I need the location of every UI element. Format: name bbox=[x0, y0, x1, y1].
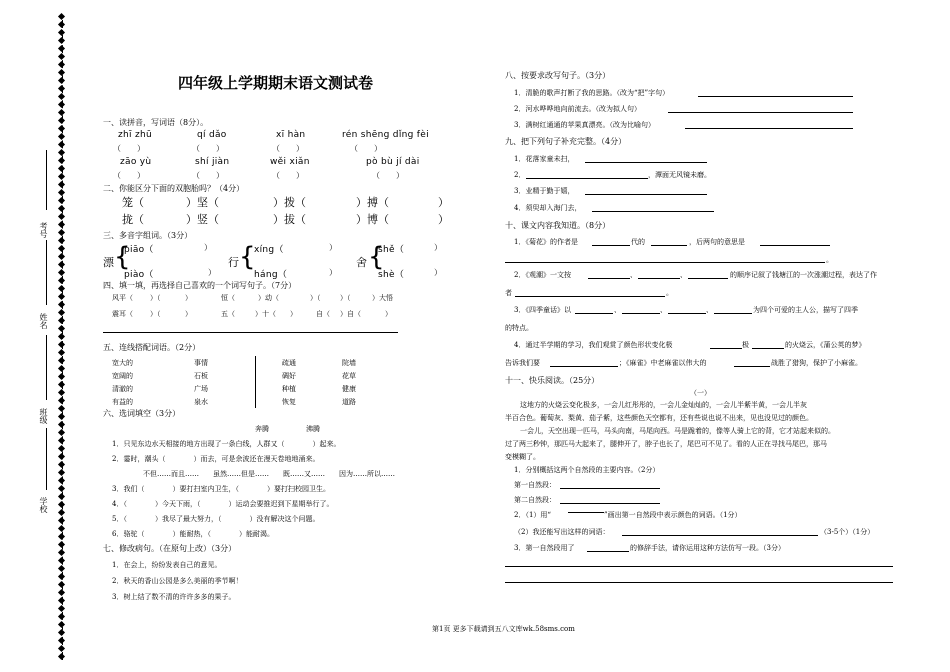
answer-blank[interactable]: （ ） bbox=[372, 171, 404, 180]
question: 3．树上结了数不清的许许多多的果子。 bbox=[112, 593, 236, 601]
pinyin: wěi xiǎn bbox=[270, 157, 310, 167]
question: ；《麻雀》中老麻雀以伟大的 bbox=[619, 359, 707, 367]
kaohao-label: 考号 bbox=[39, 222, 48, 238]
s9-heading: 九、把下列句子补充完整。（4分） bbox=[505, 137, 627, 146]
idiom-fill: ）（ bbox=[150, 310, 161, 318]
idiom-fill: ） bbox=[185, 310, 192, 318]
question: 的修辞手法，请你运用这种方法仿写一段。（3分） bbox=[630, 544, 785, 552]
brace-icon: { bbox=[239, 242, 256, 272]
twin-char: ）搏（ bbox=[356, 196, 389, 209]
answer-blank[interactable]: （ ） bbox=[113, 144, 145, 153]
twin-char: ） bbox=[438, 213, 449, 226]
reading-paragraph: 这地方的火烧云变化极多，一会儿红彤彤的，一会儿金灿灿的，一会儿半紫半黄，一会儿半灰 bbox=[520, 401, 807, 409]
idiom-fill: ） bbox=[290, 310, 297, 318]
answer-line[interactable] bbox=[734, 366, 770, 367]
question: 3．业精于勤于嬉， bbox=[514, 187, 575, 195]
answer-line[interactable] bbox=[685, 128, 853, 129]
question: 2．河水哗哗地向前流去。（改为拟人句） bbox=[514, 105, 641, 113]
question: 3．满树红通通的苹果真漂亮。（改为比喻句） bbox=[514, 121, 655, 129]
question: （2）我还能写出这样的词语： bbox=[514, 528, 610, 536]
answer-line[interactable] bbox=[592, 245, 630, 246]
binding-diamond-icon bbox=[58, 13, 65, 20]
answer-line[interactable] bbox=[592, 211, 714, 212]
idiom-fill: ）（ bbox=[150, 294, 161, 302]
reading-paragraph: 半百合色。葡萄灰、梨黄、茄子紫，这些颜色天空都有，还有些说也说不出来，见也没见过的颜色。 bbox=[505, 414, 813, 422]
pinyin: shí jiàn bbox=[195, 157, 230, 167]
twin-char: ）竖（ bbox=[186, 213, 219, 226]
match-word[interactable]: 事情 bbox=[194, 359, 208, 367]
polyphone-char: 行 bbox=[228, 256, 239, 269]
question: 2．霎时，潮头（ ）而去，可是余波还在漫天卷地地涌来。 bbox=[112, 455, 320, 463]
match-word[interactable]: 宽大的 bbox=[112, 359, 133, 367]
question: 第一自然段： bbox=[514, 481, 556, 489]
question: （3-5个）（1分） bbox=[820, 528, 875, 536]
question: 者 bbox=[505, 289, 512, 297]
match-word[interactable]: 健康 bbox=[342, 385, 356, 393]
question: 3．《四季童话》以 bbox=[514, 306, 571, 314]
question: ，后两句的意思是 bbox=[689, 238, 745, 246]
polyphone-reading: shè（ bbox=[378, 270, 405, 280]
answer-blank[interactable]: （ ） bbox=[192, 171, 224, 180]
question: 、 bbox=[680, 271, 687, 279]
question: 3．我们（ ）要打扫室内卫生，（ ）要打扫校园卫生。 bbox=[112, 485, 330, 493]
s6-heading: 六、选词填空（3分） bbox=[103, 409, 181, 418]
twin-char: 拢（ bbox=[122, 213, 144, 226]
s11-heading: 十一、快乐阅读。（25分） bbox=[505, 376, 600, 385]
s8-heading: 八、按要求改写句子。（3分） bbox=[505, 71, 611, 80]
reading-paragraph: 过了两三秒钟，那匹马大起来了，腿伸开了，脖子也长了，尾巴可不见了。看的人正在寻找马尾巴，那马 bbox=[505, 440, 827, 448]
question: 2．《观潮》一文按 bbox=[514, 271, 571, 279]
reading-paragraph: 变模糊了。 bbox=[505, 453, 540, 461]
reading-paragraph: 一会儿，天空出现一匹马，马头向南，马尾向西。马是跪着的，像等人骑上它的背，它才站起来似的。 bbox=[520, 427, 835, 435]
idiom-fill: ）大悟 bbox=[372, 294, 393, 302]
answer-line[interactable] bbox=[668, 112, 853, 113]
paren-close: ） bbox=[329, 243, 337, 252]
pinyin: zāo yù bbox=[120, 157, 152, 167]
match-word[interactable]: 泉水 bbox=[194, 398, 208, 406]
twin-char: ）坚（ bbox=[186, 196, 219, 209]
question: 2．秋天的香山公园是多么美丽的季节啊！ bbox=[112, 577, 243, 585]
match-word[interactable]: 宽阔的 bbox=[112, 372, 133, 380]
match-word[interactable]: 道路 bbox=[342, 398, 356, 406]
match-word[interactable]: 有益的 bbox=[112, 398, 133, 406]
question: 2． bbox=[514, 171, 526, 179]
polyphone-reading: shě（ bbox=[378, 245, 405, 255]
pinyin: rén shēng dǐng fèi bbox=[342, 130, 429, 140]
answer-blank[interactable]: （ ） bbox=[192, 144, 224, 153]
s4-heading: 四、填一填，再选择自己喜欢的一个词写句子。（7分） bbox=[103, 281, 297, 290]
answer-line[interactable] bbox=[668, 313, 706, 314]
answer-blank[interactable]: （ ） bbox=[272, 171, 304, 180]
answer-line[interactable] bbox=[526, 178, 648, 179]
answer-line[interactable] bbox=[688, 278, 728, 279]
answer-line[interactable] bbox=[515, 296, 665, 297]
xingming-label: 姓名 bbox=[39, 313, 48, 329]
question: 1．只见东边水天相接的地方出现了一条白线，人群又（ ）起来。 bbox=[112, 440, 341, 448]
banji-label: 班级 bbox=[39, 408, 48, 424]
question: 极 bbox=[742, 341, 749, 349]
pinyin: zhī zhū bbox=[118, 130, 153, 140]
match-word[interactable]: 院墙 bbox=[342, 359, 356, 367]
question: 、 bbox=[660, 306, 667, 314]
question: 1．《菊花》的作者是 bbox=[514, 238, 578, 246]
s2-heading: 二、你能区分下面的双胞胎吗？（4分） bbox=[103, 184, 245, 193]
question: 6．骆驼（ ）能耐热，（ ）能耐渴。 bbox=[112, 530, 274, 538]
paren-close: ） bbox=[204, 243, 212, 252]
answer-line[interactable] bbox=[752, 348, 784, 349]
idiom-fill: ）动（ bbox=[258, 294, 279, 302]
answer-line[interactable] bbox=[622, 535, 818, 536]
pinyin: xī hàn bbox=[276, 130, 306, 140]
idiom-fill: ） bbox=[185, 294, 192, 302]
idiom-fill: ）（ bbox=[310, 294, 321, 302]
question: 的顺序记叙了钱塘江的一次涨潮过程，表达了作 bbox=[730, 271, 877, 279]
answer-line[interactable] bbox=[714, 313, 752, 314]
page-title: 四年级上学期期末语文测试卷 bbox=[178, 74, 374, 92]
question: 4．（ ）今天下雨，（ ）运动会要推迟到下星期举行了。 bbox=[112, 500, 334, 508]
answer-line[interactable] bbox=[505, 582, 893, 583]
match-word[interactable]: 碉好 bbox=[282, 372, 296, 380]
twin-char: ）拔（ bbox=[273, 213, 306, 226]
s3-heading: 三、多音字组词。（3分） bbox=[103, 231, 193, 240]
idiom-fill: ） bbox=[385, 310, 392, 318]
s1-heading: 一、读拼音，写词语（8分）。 bbox=[103, 118, 209, 127]
polyphone-reading: xíng（ bbox=[254, 245, 284, 255]
idiom-fill: 恒（ bbox=[221, 294, 235, 302]
s5-heading: 五、连线搭配词语。（2分） bbox=[103, 343, 201, 352]
question: 的特点。 bbox=[505, 324, 533, 332]
question: 的火烧云，《蒲公英的梦》 bbox=[785, 341, 866, 349]
answer-line[interactable] bbox=[710, 348, 742, 349]
question: 2．（1）用“ bbox=[514, 511, 551, 519]
question: 1．分别概括这两个自然段的主要内容。（2分） bbox=[514, 466, 660, 474]
punctuation: 。 bbox=[666, 289, 673, 297]
answer-line[interactable] bbox=[698, 96, 853, 97]
answer-line[interactable] bbox=[550, 366, 618, 367]
page-footer: 第1页 更多下载请到五八文库wk.58sms.com bbox=[432, 625, 575, 633]
match-word[interactable]: 种植 bbox=[282, 385, 296, 393]
idiom-fill: ）十（ bbox=[255, 310, 276, 318]
answer-line[interactable] bbox=[575, 313, 613, 314]
idiom-fill: 五（ bbox=[221, 310, 235, 318]
answer-line[interactable] bbox=[638, 278, 680, 279]
idiom-fill: ）自（ bbox=[340, 310, 361, 318]
polyphone-char: 漂 bbox=[103, 256, 114, 269]
divider bbox=[255, 356, 256, 408]
wavy-line-sample bbox=[568, 512, 604, 513]
answer-line[interactable] bbox=[585, 194, 707, 195]
part-label: （一） bbox=[690, 389, 711, 397]
question: 1．清脆的歌声打断了我的思路。（改为“把”字句） bbox=[514, 89, 670, 97]
paren-close: ） bbox=[434, 243, 442, 252]
question: 1．在会上，纷纷发表自己的意见。 bbox=[112, 561, 222, 569]
question: 4．通过半学期的学习，我们观赏了颜色形状变化极 bbox=[514, 341, 673, 349]
twin-char: 笼（ bbox=[122, 196, 144, 209]
answer-line[interactable] bbox=[505, 262, 825, 263]
idiom-fill: 风平（ bbox=[112, 294, 133, 302]
connector-choices: 不但……而且…… 虽然……但是…… 既……又…… 因为……所以…… bbox=[143, 470, 395, 478]
word-choice: 沸腾 bbox=[306, 425, 320, 433]
match-word[interactable]: 石板 bbox=[194, 372, 208, 380]
answer-line[interactable] bbox=[560, 503, 660, 504]
question: 5．（ ）我尽了最大努力，（ ）没有解决这个问题。 bbox=[112, 515, 320, 523]
question: 1．花落家童未扫， bbox=[514, 155, 575, 163]
question: 代的 bbox=[631, 238, 645, 246]
match-word[interactable]: 广场 bbox=[194, 385, 208, 393]
match-word[interactable]: 疏通 bbox=[282, 359, 296, 367]
answer-blank[interactable]: （ ） bbox=[272, 144, 304, 153]
paren-close: ） bbox=[434, 268, 442, 277]
question: ，潭面无风镜未磨。 bbox=[648, 171, 711, 179]
question: 战胜了猎狗，保护了小麻雀。 bbox=[771, 359, 862, 367]
punctuation: 。 bbox=[826, 256, 833, 264]
question: ”画出第一自然段中表示颜色的词语。（1分） bbox=[604, 511, 742, 519]
answer-line[interactable] bbox=[505, 566, 893, 567]
question: 、 bbox=[614, 306, 621, 314]
answer-line[interactable] bbox=[651, 245, 687, 246]
paren-close: ） bbox=[208, 268, 216, 277]
brace-icon: { bbox=[368, 242, 385, 272]
answer-line[interactable] bbox=[587, 551, 629, 552]
word-choice: 奔腾 bbox=[255, 425, 269, 433]
match-word[interactable]: 恢复 bbox=[282, 398, 296, 406]
answer-line[interactable] bbox=[585, 162, 707, 163]
polyphone-char: 舍 bbox=[356, 256, 367, 269]
polyphone-reading: háng（ bbox=[254, 270, 288, 280]
paren-close: ） bbox=[329, 268, 337, 277]
question: 第二自然段： bbox=[514, 496, 556, 504]
s10-heading: 十、课文内容我知道。（8分） bbox=[505, 221, 611, 230]
answer-blank[interactable]: （ ） bbox=[113, 171, 145, 180]
polyphone-reading: piào（ bbox=[124, 270, 154, 280]
question: 3．第一自然段用了 bbox=[514, 544, 575, 552]
question: 为四个可爱的主人公，描写了四季 bbox=[753, 306, 858, 314]
idiom-fill: 自（ bbox=[316, 310, 330, 318]
brace-icon: { bbox=[114, 242, 131, 272]
twin-char: ） bbox=[438, 196, 449, 209]
pinyin: qí dǎo bbox=[197, 130, 227, 140]
idiom-fill: ）（ bbox=[340, 294, 351, 302]
answer-line[interactable] bbox=[760, 245, 830, 246]
answer-line[interactable] bbox=[588, 278, 630, 279]
question: 4．须臾却入海门去， bbox=[514, 204, 582, 212]
xuexiao-label: 学校 bbox=[39, 497, 48, 513]
question: 告诉我们要 bbox=[505, 359, 540, 367]
twin-char: ）拨（ bbox=[273, 196, 306, 209]
s7-heading: 七、修改病句。（在原句上改）（3分） bbox=[103, 544, 237, 553]
answer-blank[interactable]: （ ） bbox=[350, 144, 382, 153]
answer-line[interactable] bbox=[560, 488, 660, 489]
match-word[interactable]: 清澈的 bbox=[112, 385, 133, 393]
idiom-fill: 震耳（ bbox=[112, 310, 133, 318]
answer-line[interactable] bbox=[622, 313, 660, 314]
polyphone-reading: piāo（ bbox=[124, 245, 154, 255]
sentence-write-line[interactable] bbox=[103, 332, 398, 333]
match-word[interactable]: 花草 bbox=[342, 372, 356, 380]
question: 、 bbox=[630, 271, 637, 279]
pinyin: pò bù jí dài bbox=[366, 157, 420, 167]
twin-char: ）博（ bbox=[356, 213, 389, 226]
question: 、 bbox=[706, 306, 713, 314]
